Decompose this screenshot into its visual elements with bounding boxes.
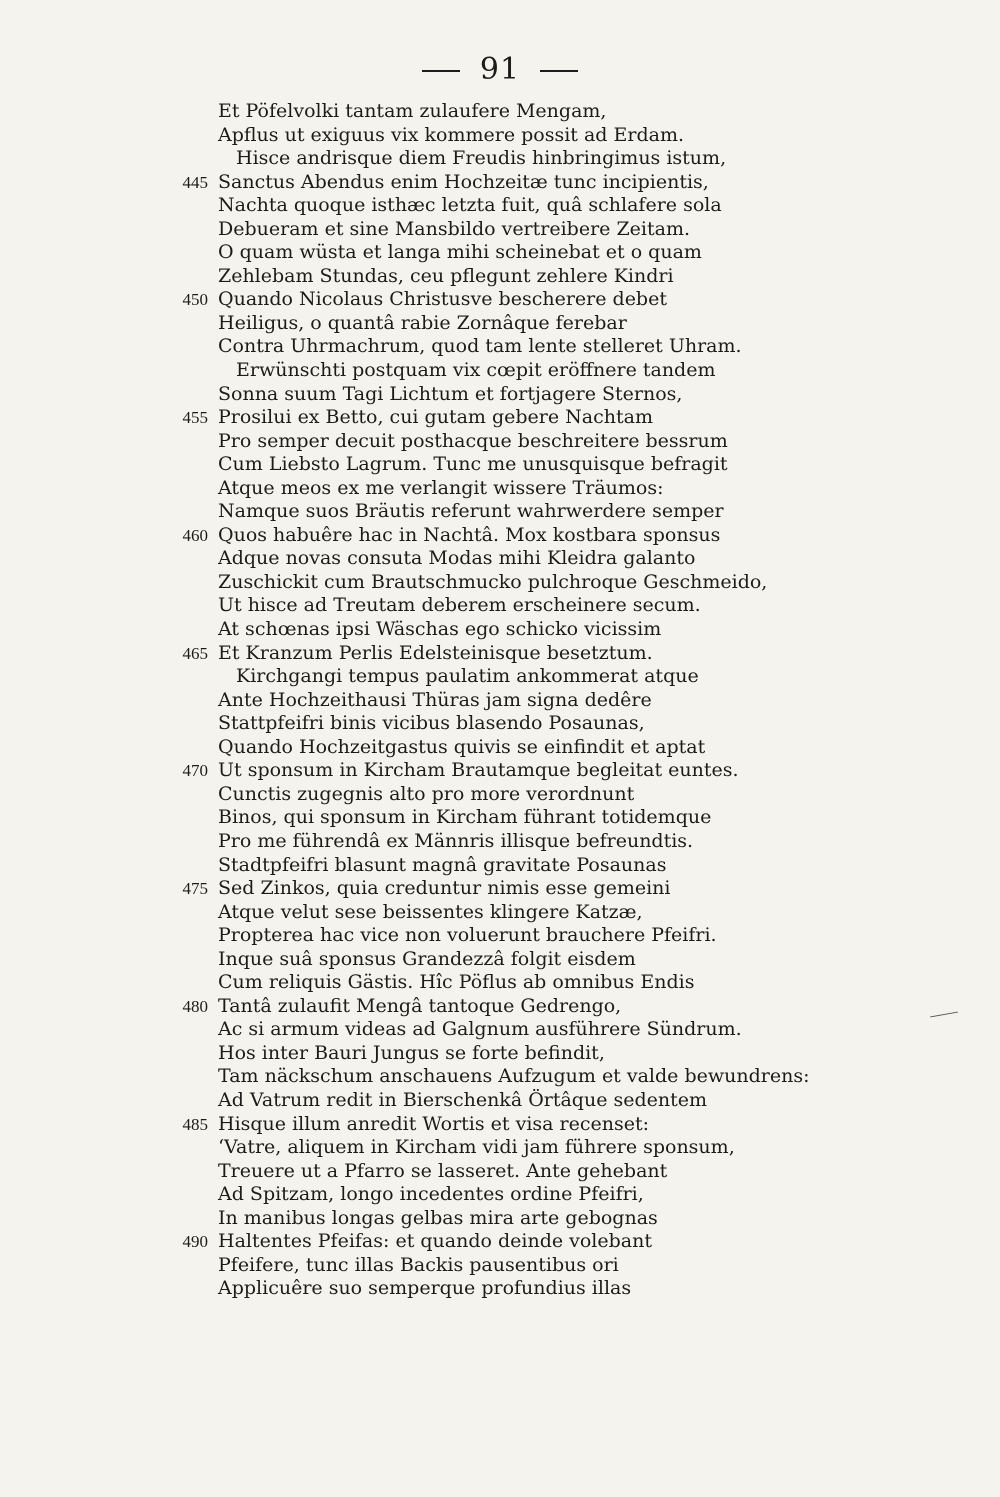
line-text: Atque velut sese beissentes klingere Katzæ,	[218, 900, 643, 923]
poem-line	[0, 1207, 1000, 1231]
page-header	[0, 52, 1000, 87]
line-text: Atque meos ex me verlangit wissere Träumos:	[218, 476, 664, 499]
line-text: Adque novas consuta Modas mihi Kleidra galanto	[218, 547, 696, 570]
line-number: 445	[182, 172, 208, 192]
poem-line	[0, 712, 1000, 736]
line-text: Debueram et sine Mansbildo vertreibere Zeitam.	[218, 217, 690, 240]
line-text: At schœnas ipsi Wäschas ego schicko vicissim	[218, 618, 662, 641]
line-number: 470	[182, 761, 208, 781]
line-number: 485	[182, 1114, 208, 1134]
line-text: Et Kranzum Perlis Edelsteinisque besetztum.	[218, 641, 653, 664]
poem-text	[0, 100, 1000, 1301]
poem-line	[0, 547, 1000, 571]
poem-line	[0, 759, 1000, 783]
line-text: Prosilui ex Betto, cui gutam gebere Nachtam	[218, 406, 653, 429]
line-number: 490	[182, 1232, 208, 1252]
poem-line	[0, 430, 1000, 454]
line-number: 455	[182, 408, 208, 428]
poem-line	[0, 265, 1000, 289]
poem-line	[0, 383, 1000, 407]
line-text: Hisce andrisque diem Freudis hinbringimus istum,	[236, 147, 727, 170]
line-text: Sed Zinkos, quia creduntur nimis esse gemeini	[218, 877, 671, 900]
poem-line	[0, 877, 1000, 901]
line-text: Heiligus, o quantâ rabie Zornâque ferebar	[218, 311, 627, 334]
page-number: 91	[479, 52, 521, 87]
poem-line	[0, 1042, 1000, 1066]
header-dash-right	[540, 70, 578, 72]
poem-line	[0, 335, 1000, 359]
line-text: Cum Liebsto Lagrum. Tunc me unusquisque befragit	[218, 453, 728, 476]
line-number: 465	[182, 643, 208, 663]
line-text: Contra Uhrmachrum, quod tam lente stelleret Uhram.	[218, 335, 742, 358]
poem-line	[0, 524, 1000, 548]
line-text: Tam näckschum anschauens Aufzugum et valde bewundrens:	[218, 1065, 810, 1088]
line-number: 450	[182, 290, 208, 310]
line-text: Kirchgangi tempus paulatim ankommerat atque	[236, 665, 699, 688]
poem-line	[0, 901, 1000, 925]
line-text: Hos inter Bauri Jungus se forte befindit,	[218, 1041, 605, 1064]
line-text: Zehlebam Stundas, ceu pflegunt zehlere Kindri	[218, 264, 674, 287]
poem-line	[0, 147, 1000, 171]
line-text: Binos, qui sponsum in Kircham führant totidemque	[218, 806, 712, 829]
line-text: Sonna suum Tagi Lichtum et fortjagere Sternos,	[218, 382, 683, 405]
poem-line	[0, 1183, 1000, 1207]
line-text: Ut sponsum in Kircham Brautamque begleitat euntes.	[218, 759, 739, 782]
poem-line	[0, 571, 1000, 595]
header-dash-left	[422, 70, 460, 72]
poem-line	[0, 359, 1000, 383]
line-text: Tantâ zulaufit Mengâ tantoque Gedrengo,	[218, 994, 622, 1017]
poem-line	[0, 477, 1000, 501]
poem-line	[0, 100, 1000, 124]
line-text: Propterea hac vice non voluerunt brauchere Pfeifri.	[218, 924, 717, 947]
poem-line	[0, 665, 1000, 689]
poem-line	[0, 406, 1000, 430]
line-text: Ad Vatrum redit in Bierschenkâ Örtâque sedentem	[218, 1088, 708, 1111]
line-text: Cum reliquis Gästis. Hîc Pöflus ab omnibus Endis	[218, 971, 695, 994]
line-text: ‘Vatre, aliquem in Kircham vidi jam führere sponsum,	[218, 1136, 735, 1159]
poem-line	[0, 218, 1000, 242]
line-text: Quando Nicolaus Christusve bescherere debet	[218, 288, 667, 311]
line-number: 475	[182, 879, 208, 899]
line-text: O quam wüsta et langa mihi scheinebat et o quam	[218, 241, 702, 264]
poem-line	[0, 594, 1000, 618]
line-text: Treuere ut a Pfarro se lasseret. Ante gehebant	[218, 1159, 668, 1182]
line-text: Nachta quoque isthæc letzta fuit, quâ schlafere sola	[218, 194, 722, 217]
line-number: 480	[182, 996, 208, 1016]
line-text: Inque suâ sponsus Grandezzâ folgit eisdem	[218, 947, 636, 970]
line-text: Pfeifere, tunc illas Backis pausentibus ori	[218, 1253, 619, 1276]
line-text: Ac si armum videas ad Galgnum ausführere Sündrum.	[218, 1018, 742, 1041]
poem-line	[0, 618, 1000, 642]
line-text: Zuschickit cum Brautschmucko pulchroque Geschmeido,	[218, 570, 768, 593]
poem-line	[0, 948, 1000, 972]
poem-line	[0, 971, 1000, 995]
poem-line	[0, 1113, 1000, 1137]
poem-line	[0, 783, 1000, 807]
line-text: Cunctis zugegnis alto pro more verordnunt	[218, 782, 635, 805]
poem-line	[0, 194, 1000, 218]
poem-line	[0, 924, 1000, 948]
line-text: In manibus longas gelbas mira arte gebognas	[218, 1206, 658, 1229]
poem-line	[0, 1136, 1000, 1160]
poem-line	[0, 453, 1000, 477]
poem-line	[0, 312, 1000, 336]
line-text: Haltentes Pfeifas: et quando deinde volebant	[218, 1230, 652, 1253]
poem-line	[0, 642, 1000, 666]
poem-line	[0, 1230, 1000, 1254]
line-text: Hisque illum anredit Wortis et visa recenset:	[218, 1112, 649, 1135]
poem-line	[0, 736, 1000, 760]
poem-line	[0, 806, 1000, 830]
line-text: Pro semper decuit posthacque beschreitere bessrum	[218, 429, 728, 452]
line-text: Stattpfeifri binis vicibus blasendo Posaunas,	[218, 712, 645, 735]
poem-line	[0, 500, 1000, 524]
poem-line	[0, 1018, 1000, 1042]
line-text: Stadtpfeifri blasunt magnâ gravitate Posaunas	[218, 853, 667, 876]
line-text: Quos habuêre hac in Nachtâ. Mox kostbara sponsus	[218, 523, 721, 546]
poem-line	[0, 288, 1000, 312]
poem-line	[0, 171, 1000, 195]
poem-line	[0, 689, 1000, 713]
line-text: Applicuêre suo semperque profundius illas	[218, 1277, 632, 1300]
line-text: Erwünschti postquam vix cœpit eröffnere tandem	[236, 359, 716, 382]
poem-line	[0, 1160, 1000, 1184]
poem-line	[0, 124, 1000, 148]
line-text: Ut hisce ad Treutam deberem erscheinere secum.	[218, 594, 701, 617]
poem-line	[0, 1089, 1000, 1113]
line-text: Et Pöfelvolki tantam zulaufere Mengam,	[218, 100, 607, 122]
line-text: Sanctus Abendus enim Hochzeitæ tunc incipientis,	[218, 170, 709, 193]
line-text: Apflus ut exiguus vix kommere possit ad Erdam.	[218, 123, 685, 146]
poem-line	[0, 1065, 1000, 1089]
line-text: Namque suos Bräutis referunt wahrwerdere semper	[218, 500, 724, 523]
poem-line	[0, 830, 1000, 854]
poem-line	[0, 1277, 1000, 1301]
poem-line	[0, 241, 1000, 265]
poem-line	[0, 1254, 1000, 1278]
poem-line	[0, 995, 1000, 1019]
line-text: Ante Hochzeithausi Thüras jam signa dedêre	[218, 688, 652, 711]
line-text: Quando Hochzeitgastus quivis se einfindit et aptat	[218, 735, 706, 758]
poem-line	[0, 854, 1000, 878]
line-text: Ad Spitzam, longo incedentes ordine Pfeifri,	[218, 1183, 644, 1206]
line-text: Pro me führendâ ex Männris illisque befreundtis.	[218, 829, 694, 852]
line-number: 460	[182, 525, 208, 545]
